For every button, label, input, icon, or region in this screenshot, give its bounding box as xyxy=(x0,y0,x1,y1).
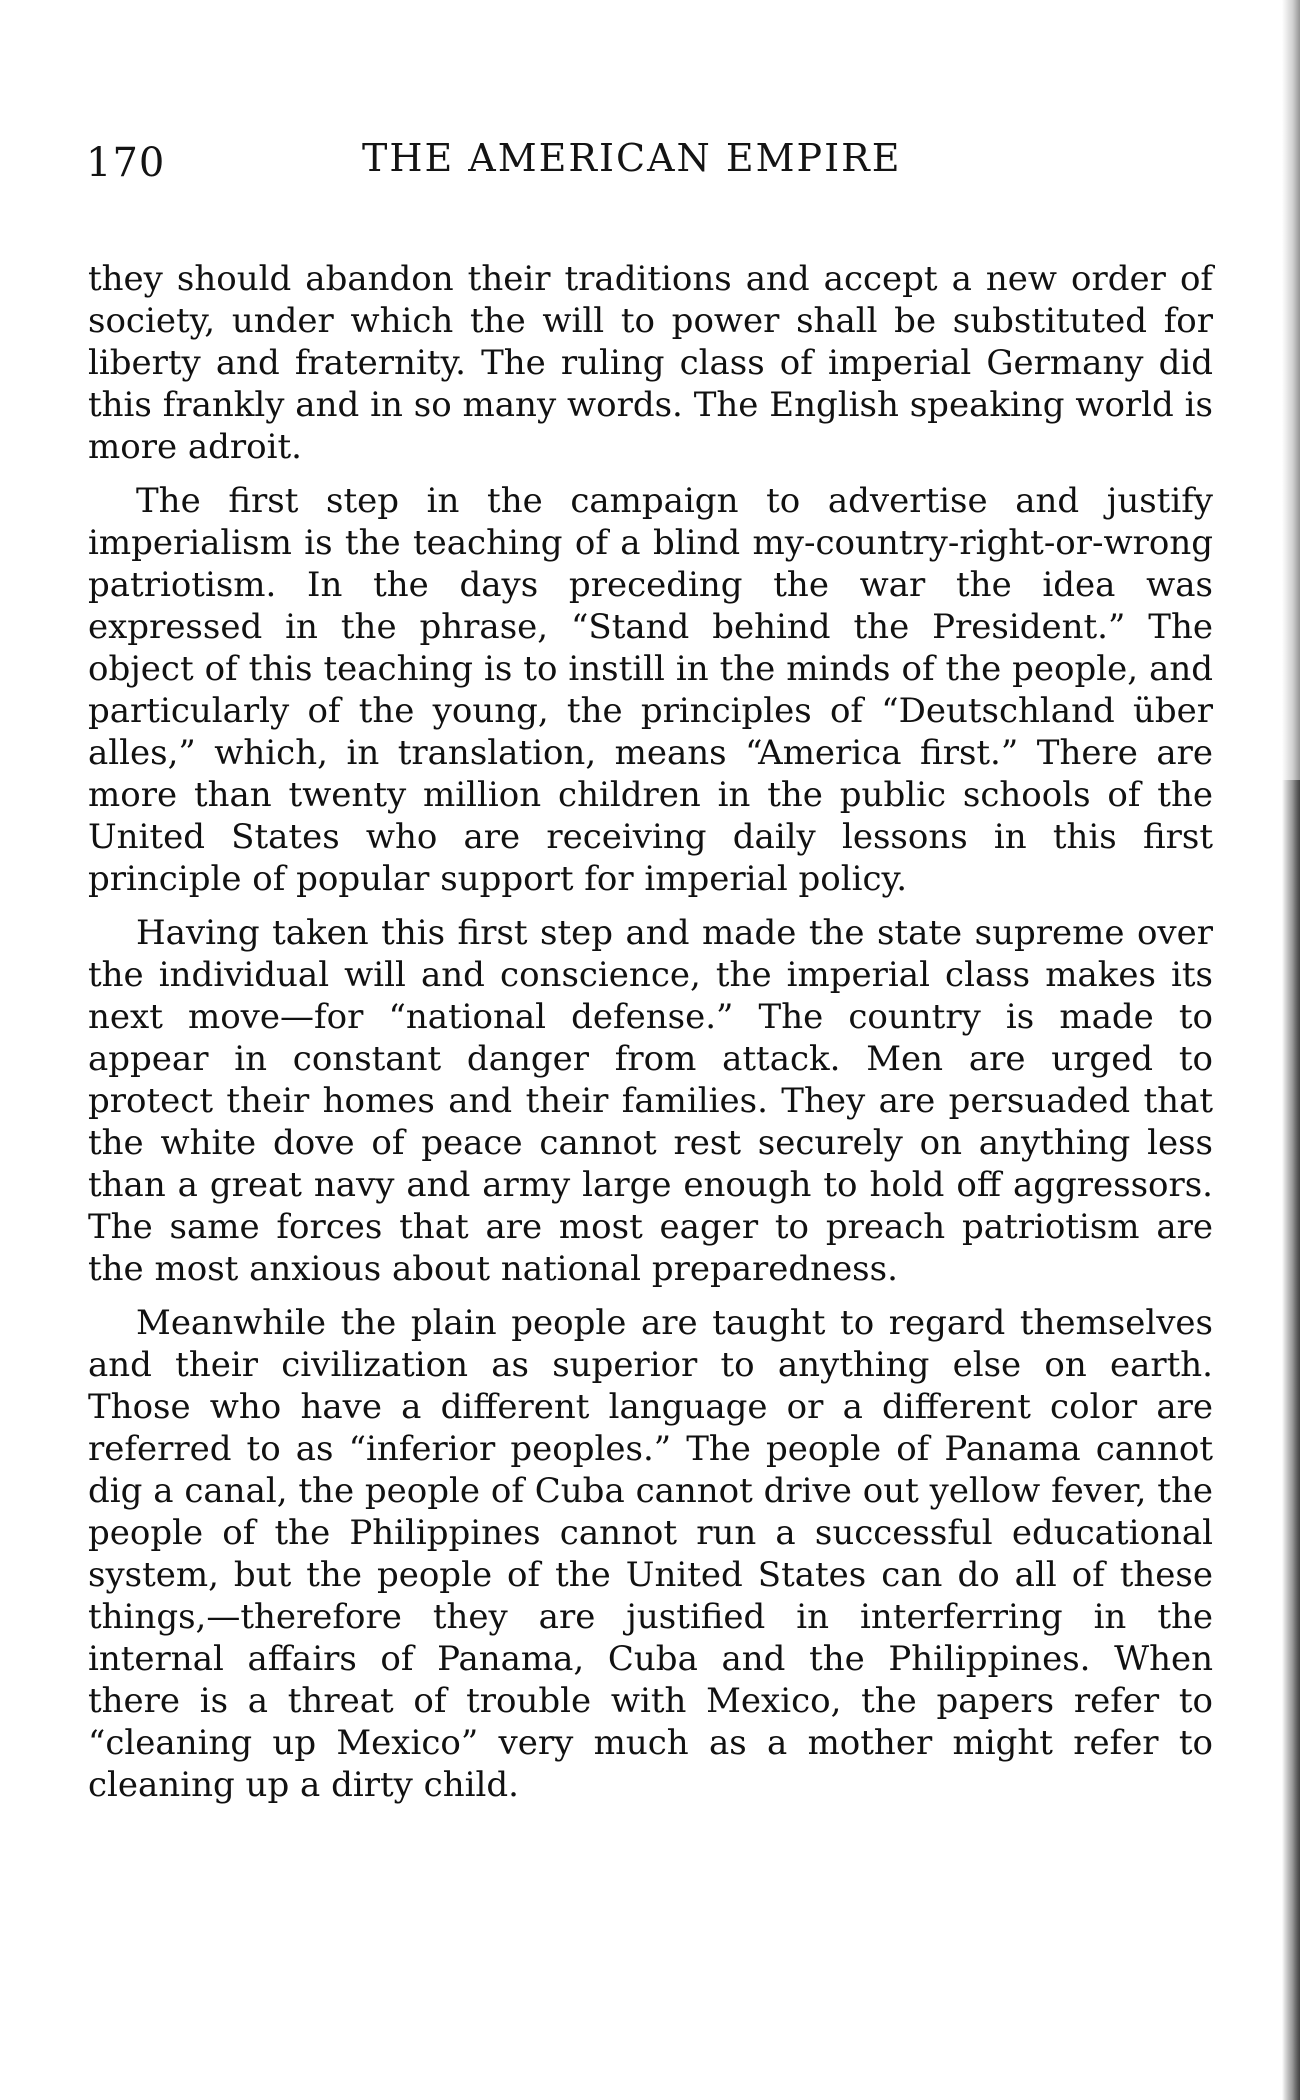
page-header xyxy=(86,128,1226,188)
paragraph-3: Having taken this first step and made the state supreme over the individual will and conscience, the imperial class makes its next move—for “national defense.” The country is made to appear in constant danger from attack. Men are urged to protect their homes and their families. They are persuaded that the white dove of peace cannot rest securely on anything less than a great navy and army large enough to hold off aggressors. The same forces that are most eager to preach patriotism are the most anxious about national preparedness. xyxy=(88,913,1213,1289)
paragraph-4: Meanwhile the plain people are taught to regard themselves and their civilization as superior to anything else on earth. Those who have a different language or a different color are referred to as “inferior peoples.” The people of Panama cannot dig a canal, the people of Cuba cannot drive out yellow fever, the people of the Philippines cannot run a successful educational system, but the people of the United States can do all of these things,—therefore they are justified in interferring in the internal affairs of Panama, Cuba and the Philippines. When there is a threat of trouble with Mexico, the papers refer to “cleaning up Mexico” very much as a mother might refer to cleaning up a dirty child. xyxy=(88,1303,1213,1805)
page-edge-shadow-lower xyxy=(1282,780,1300,2100)
running-title: THE AMERICAN EMPIRE xyxy=(362,136,902,180)
page-number: 170 xyxy=(86,140,166,186)
body-text xyxy=(88,258,1213,1818)
paragraph-1: they should abandon their traditions and accept a new order of society, under which the will to power shall be substituted for liberty and fraternity. The ruling class of imperial Germany did this frankly and in so many words. The English speaking world is more adroit. xyxy=(88,259,1213,467)
paragraph-2: The first step in the campaign to advertise and justify imperialism is the teaching of a blind my-country-right-or-wrong patriotism. In the days preceding the war the idea was expressed in the phrase, “Stand behind the President.” The object of this teaching is to instill in the minds of the people, and particularly of the young, the principles of “Deutschland über alles,” which, in translation, means “America first.” There are more than twenty million children in the public schools of the United States who are receiving daily lessons in this first principle of popular support for imperial policy. xyxy=(88,481,1213,899)
